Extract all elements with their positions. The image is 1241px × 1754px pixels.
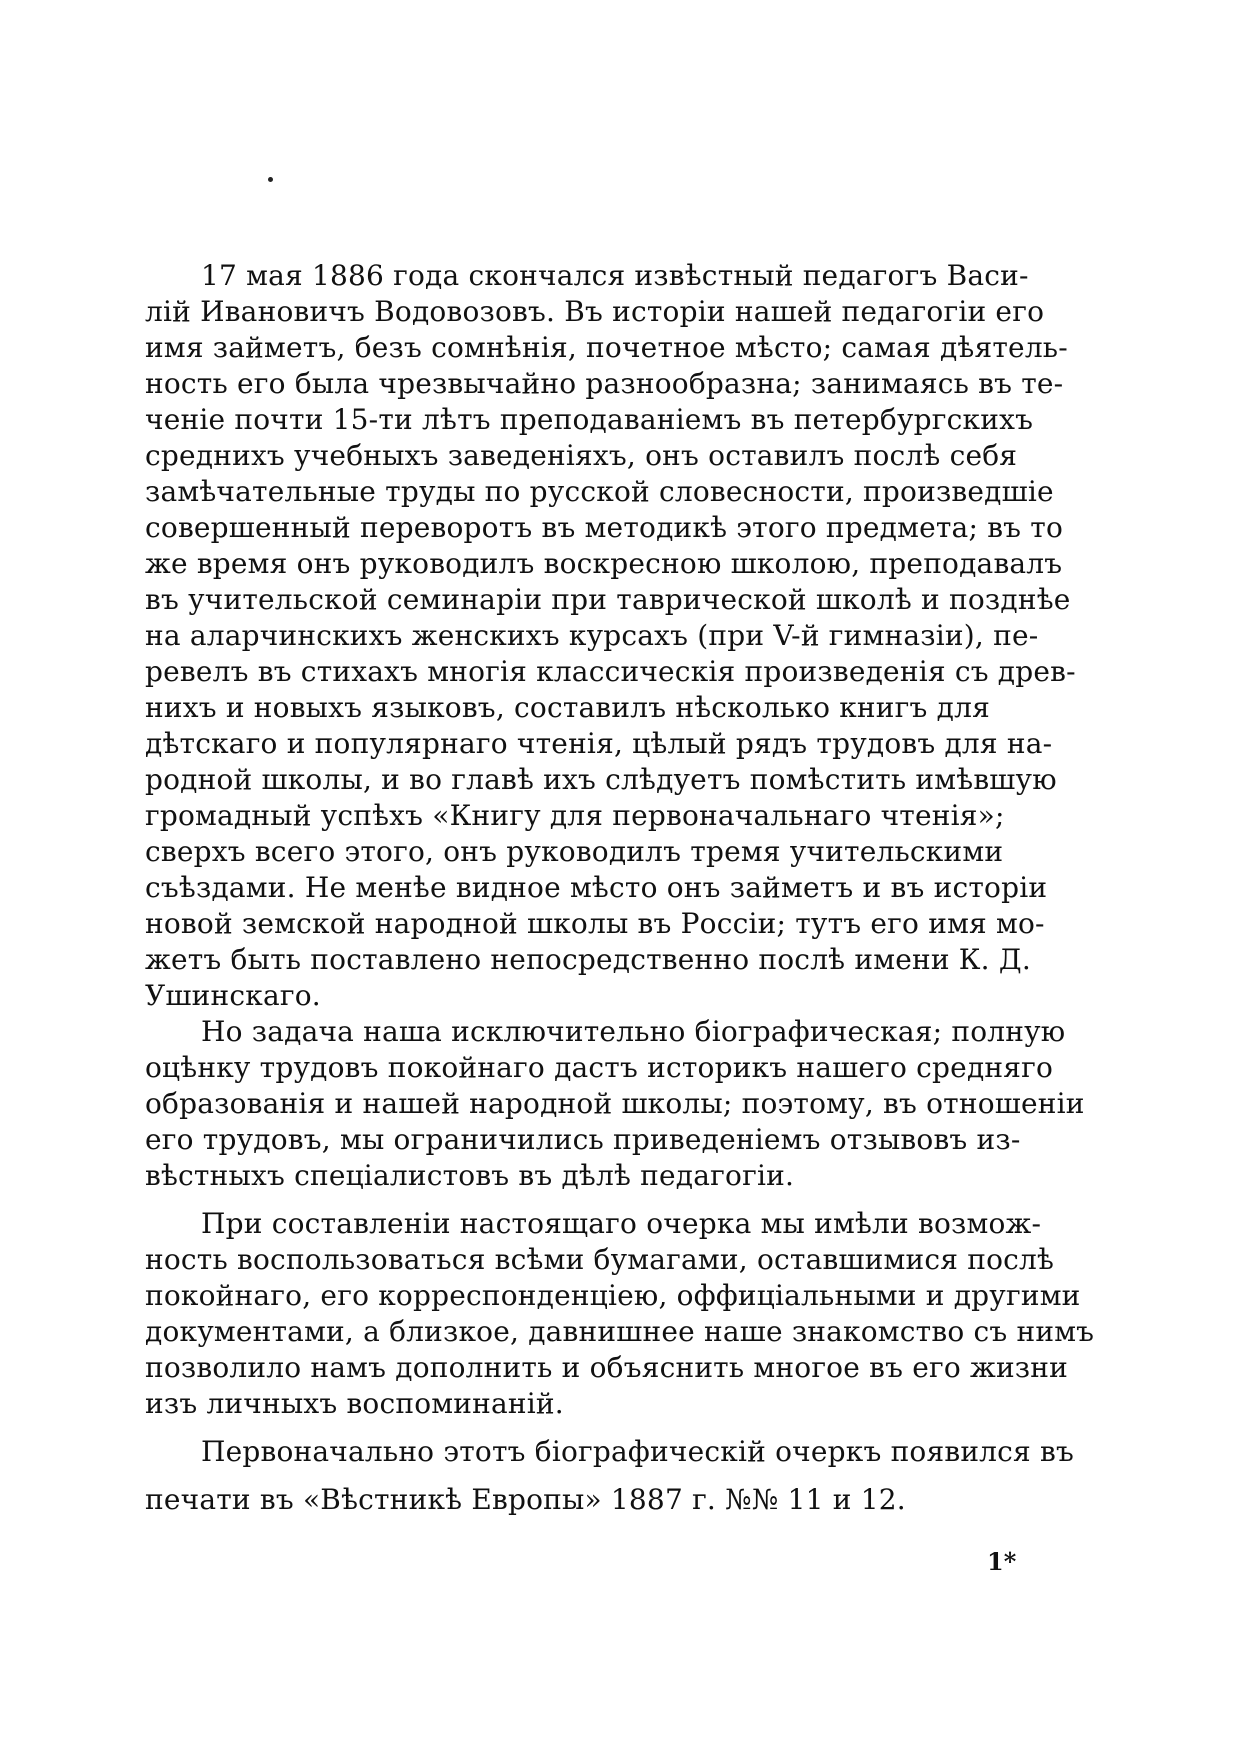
text-line: позволило намъ дополнить и объяснить многое въ его жизни [145,1351,1069,1384]
ink-speck [268,177,273,182]
signature-mark: 1* [987,1547,1017,1576]
text-line: При составленіи настоящаго очерка мы имѣли возмож- [201,1207,1042,1240]
text-line: имя займетъ, безъ сомнѣнія, почетное мѣсто; самая дѣятель- [145,331,1068,364]
text-line: же время онъ руководилъ воскресною школою, преподавалъ [145,547,1063,580]
text-line: замѣчательные труды по русской словесности, произведшіе [145,475,1054,508]
text-line: съѣздами. Не менѣе видное мѣсто онъ займетъ и въ исторіи [145,871,1048,904]
text-line: покойнаго, его корреспонденціею, оффиціальными и другими [145,1279,1081,1312]
text-line: оцѣнку трудовъ покойнаго дастъ историкъ нашего средняго [145,1051,1054,1084]
text-line: ревелъ въ стихахъ многія классическія произведенія съ древ- [145,655,1076,688]
text-line: новой земской народной школы въ Россіи; тутъ его имя мо- [145,907,1045,940]
text-line: сверхъ всего этого, онъ руководилъ тремя учительскими [145,835,1004,868]
text-line: Но задача наша исключительно біографическая; полную [201,1015,1066,1048]
text-line: ность его была чрезвычайно разнообразна; занимаясь въ те- [145,367,1064,400]
text-line: 17 мая 1886 года скончался извѣстный педагогъ Васи- [201,259,1029,292]
text-line: нихъ и новыхъ языковъ, составилъ нѣсколько книгъ для [145,691,990,724]
text-line: вѣстныхъ спеціалистовъ въ дѣлѣ педагогіи. [145,1159,795,1192]
text-line: совершенный переворотъ въ методикѣ этого предмета; въ то [145,511,1064,544]
text-line: лій Ивановичъ Водовозовъ. Въ исторіи нашей педагогіи его [145,295,1045,328]
text-line: среднихъ учебныхъ заведеніяхъ, онъ оставилъ послѣ себя [145,439,1018,472]
text-line: документами, а близкое, давнишнее наше знакомство съ нимъ [145,1315,1095,1348]
text-line: ченіе почти 15-ти лѣтъ преподаваніемъ въ петербургскихъ [145,403,1034,436]
text-line: печати въ «Вѣстникѣ Европы» 1887 г. №№ 11 и 12. [145,1483,906,1516]
text-line: образованія и нашей народной школы; поэтому, въ отношеніи [145,1087,1085,1120]
text-line: въ учительской семинаріи при таврической школѣ и позднѣе [145,583,1071,616]
text-line: жетъ быть поставлено непосредственно послѣ имени К. Д. [145,943,1031,976]
text-line: изъ личныхъ воспоминаній. [145,1387,564,1420]
text-line: родной школы, и во главѣ ихъ слѣдуетъ помѣстить имѣвшую [145,763,1057,796]
text-line: его трудовъ, мы ограничились приведеніемъ отзывовъ из- [145,1123,1021,1156]
text-line: громадный успѣхъ «Книгу для первоначальнаго чтенія»; [145,799,1005,832]
text-line: Первоначально этотъ біографическій очеркъ появился въ [201,1435,1074,1468]
text-line: ность воспользоваться всѣми бумагами, оставшимися послѣ [145,1243,1055,1276]
text-line: на аларчинскихъ женскихъ курсахъ (при V-й гимназіи), пе- [145,619,1039,652]
text-line: дѣтскаго и популярнаго чтенія, цѣлый рядъ трудовъ для на- [145,727,1053,760]
text-line: Ушинскаго. [145,979,321,1012]
